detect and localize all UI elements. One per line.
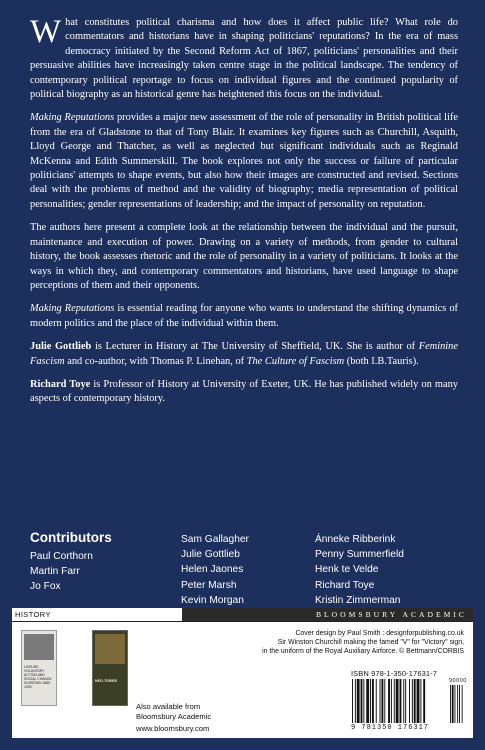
book-title: Making Reputations	[30, 303, 115, 315]
related-book-title-2: NEO-TORIES	[95, 679, 118, 683]
cover-photo	[95, 634, 125, 664]
barcode-icon	[351, 679, 464, 723]
barcode-addon: 90000	[449, 678, 467, 684]
contributor-name: Henk te Velde	[315, 564, 379, 576]
barcode-bar	[414, 679, 416, 723]
barcode-addon-bar	[457, 685, 458, 723]
author-name: Richard Toye	[30, 378, 91, 390]
publisher-url[interactable]: www.bloomsbury.com	[136, 724, 210, 733]
barcode-bar	[366, 679, 369, 723]
barcode-bar	[409, 679, 410, 723]
related-book-title-1: LEISURE, VOLUNTARY ACTION AND SOCIAL CHANGE IN BRITAIN 1880-1939	[24, 665, 52, 689]
author-bio-toye: Richard Toye is Professor of History at University of Exeter, UK. He has published widely on many aspects of contemporary history.	[30, 378, 458, 405]
barcode-addon-bar	[452, 685, 454, 723]
barcode-bar	[352, 679, 353, 723]
related-book-cover-2	[92, 630, 128, 706]
barcode-bar	[405, 679, 406, 723]
barcode-bar	[372, 679, 374, 723]
barcode-digits: 9 781350 176317	[351, 724, 430, 732]
blurb-paragraph-2: Making Reputations provides a major new assessment of the role of personality in British political life from the era of Gladstone to that of Tony Blair. It examines key figures such as Churchill, Asquith, Lloyd George and Thatcher, as well as neglected but significant individuals such as Reginald McKenna and Edith Summerskill. The book explores not only the success or failure of particular politicians' attempts to shape events, but also how their images are constructed and revised. Sections deal with the problems of method and the validity of biography; media representation of political personalities; gender representations of leadership; and the impact of personality on reputation.	[30, 112, 458, 210]
barcode-bar	[357, 679, 360, 723]
contributor-name: Kevin Morgan	[181, 594, 244, 606]
barcode-bar	[361, 679, 363, 723]
contributor-name: Ánneke Ribberink	[315, 534, 396, 545]
barcode-bar	[384, 679, 385, 723]
contributor-name: Paul Corthorn	[30, 551, 93, 562]
barcode-addon-bar	[455, 685, 456, 723]
cover-credits: Cover design by Paul Smith : designforpublishing.co.uk Sir Winston Churchill making the famed "V" for "Victory" sign, in the uniform of the Royal Auxiliary Airforce. © Bettmann/CORBIS	[262, 630, 464, 655]
isbn-label: ISBN 978-1-350-17631-7	[351, 669, 438, 678]
barcode-bar	[420, 679, 421, 723]
contributors-column-2	[181, 532, 249, 608]
cover-photo	[24, 634, 54, 660]
contributor-name: Kristin Zimmerman	[315, 594, 401, 606]
contributors-section	[30, 530, 458, 606]
related-book-cover-1	[21, 630, 57, 706]
barcode-addon-bar	[459, 685, 460, 723]
author-name: Julie Gottlieb	[30, 341, 92, 353]
author-bio-gottlieb: Julie Gottlieb is Lecturer in History at The University of Sheffield, UK. She is author of Feminine Fascism and co-author, with Thomas P. Linehan, of The Culture of Fascism (both I.B.Tauris).	[30, 341, 458, 367]
contributor-name: Peter Marsh	[181, 579, 237, 591]
cover-blurb	[30, 16, 458, 416]
barcode-bar	[412, 679, 413, 723]
barcode-bar	[380, 679, 381, 723]
barcode-bar	[394, 679, 395, 723]
category-label: HISTORY	[15, 610, 51, 619]
contributor-name: Penny Summerfield	[315, 549, 404, 561]
blurb-paragraph-1: What constitutes political charisma and how does it affect public life? What role do commentators and historians have in shaping politicians' reputations? In the era of mass democracy initiated by the Second Reform Act of 1867, politicians' personalities and their persuasive abilities have increasingly taken centre stage in the political landscape. The tendency of contemporary political reportage to focus on individual figures and the continued popularity of political biography as an historical genre has heightened this focus on the individual.	[30, 14, 458, 101]
publisher-bar	[182, 608, 473, 621]
footer-panel	[12, 608, 473, 738]
barcode-bar	[400, 679, 402, 723]
barcode-bar	[423, 679, 425, 723]
drop-cap: W	[30, 14, 62, 50]
contributors-column-1	[30, 549, 93, 595]
barcode-bar	[381, 679, 383, 723]
contributor-name: Richard Toye	[315, 579, 375, 591]
barcode-bar	[370, 679, 371, 723]
contributors-column-3	[315, 532, 404, 608]
barcode-addon-bar	[450, 685, 451, 723]
barcode-addon-bar	[462, 685, 463, 723]
barcode-bar	[396, 679, 399, 723]
contributor-name: Helen Jaones	[181, 564, 244, 576]
barcode-bar	[417, 679, 420, 723]
barcode-bar	[388, 679, 390, 723]
blurb-paragraph-4: Making Reputations is essential reading for anyone who wants to understand the shifting dynamics of modern politics and the place of the individual within them.	[30, 303, 458, 329]
book-title: Making Reputations	[30, 112, 115, 124]
barcode-bar	[363, 679, 364, 723]
also-available: Also available from Bloomsbury Academic	[136, 702, 212, 721]
barcode-bar	[376, 679, 377, 723]
barcode-bar	[355, 679, 356, 723]
contributor-name: Martin Farr	[30, 566, 80, 578]
contributor-name: Sam Gallagher	[181, 534, 249, 545]
contributor-name: Jo Fox	[30, 581, 61, 593]
publisher-name: BLOOMSBURY ACADEMIC	[315, 610, 467, 619]
contributor-name: Julie Gottlieb	[181, 549, 240, 561]
blurb-paragraph-3: The authors here present a complete look at the relationship between the individual and the pursuit, maintenance and execution of power. Drawing on a variety of methods, from gender to cultural history, the book assesses rhetoric and the role of personality in a variety of politicians. It looks at the ways in which they, and contemporary commentators and historians, have used language to shape perceptions of them and their opponents.	[30, 222, 458, 291]
barcode-bar	[391, 679, 392, 723]
contributors-heading: Contributors	[30, 530, 112, 545]
barcode-bar	[403, 679, 404, 723]
